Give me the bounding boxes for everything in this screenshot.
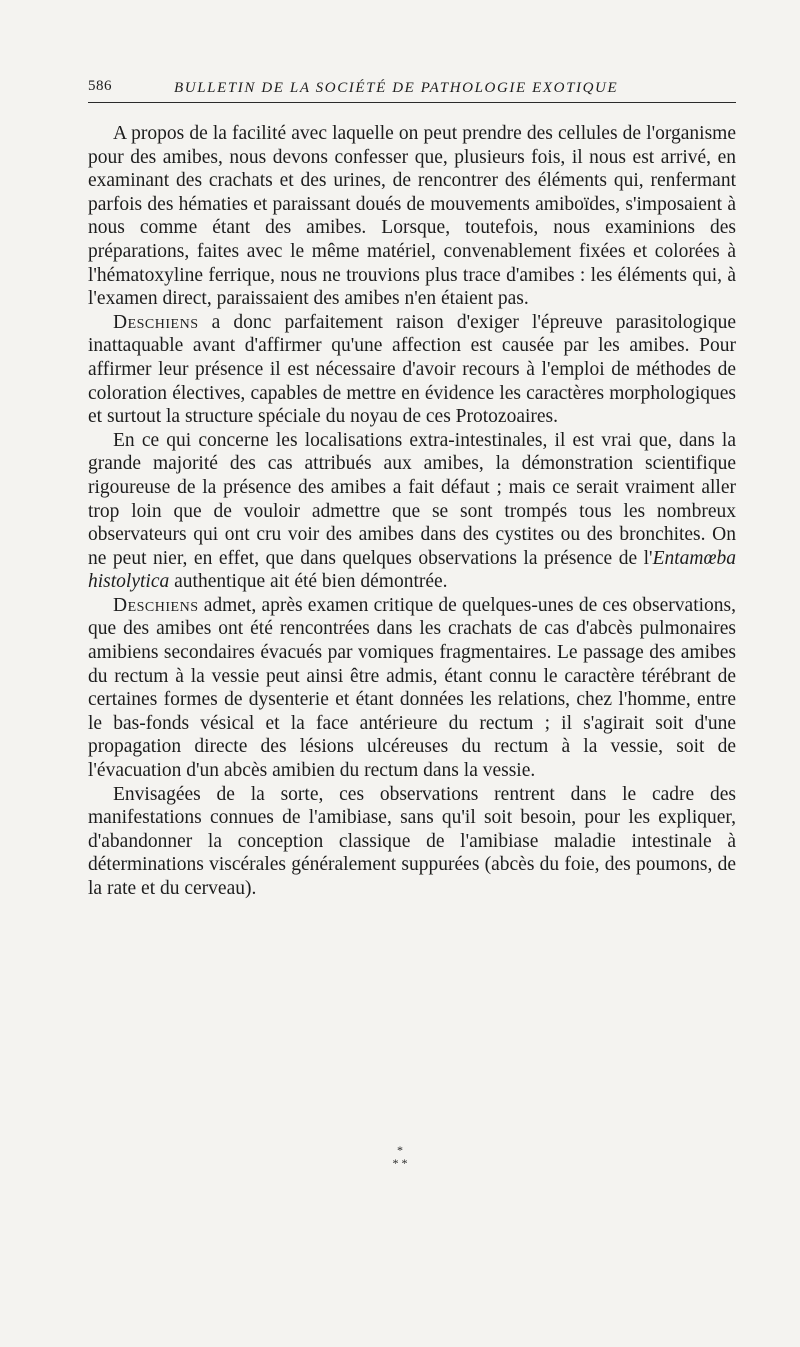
author-name: Deschiens [113, 311, 199, 333]
article-body [88, 122, 736, 901]
author-name: Deschiens [113, 594, 199, 616]
paragraph-text: admet, après examen critique de quelques-unes de ces observations, que des amibes ont été rencontrées dans les crachats de cas d'abcès pulmonaires amibiens secondaires évacués par vomiques fragmentaires. Le passage des amibes du rectum à la vessie peut ainsi être admis, étant connu le caractère térébrant de certaines formes de dysenterie et étant données les relations, chez l'homme, entre le bas-fonds vésical et la face antérieure du rectum ; il s'agirait soit d'une propagation directe des lésions ulcéreuses du rectum à la vessie, soit de l'évacuation d'un abcès amibien du rectum dans la vessie. [88, 594, 736, 782]
page-header [88, 76, 736, 103]
page-number: 586 [88, 78, 112, 94]
paragraph-text: a donc parfaitement raison d'exiger l'épreuve parasitologique inattaquable avant d'affirmer qu'une affection est causée par les amibes. Pour affirmer leur présence il est nécessaire d'avoir recours à l'emploi de méthodes de coloration électives, capables de mettre en évidence les caractères morphologiques et surtout la structure spéciale du noyau de ces Protozoaires. [88, 311, 736, 428]
section-separator [0, 1144, 800, 1170]
paragraph-5 [88, 783, 736, 901]
paragraph-3 [88, 429, 736, 594]
asterism-top: * [397, 1143, 403, 1157]
paragraph-text: Envisagées de la sorte, ces observations rentrent dans le cadre des manifestations connues de l'amibiase, sans qu'il soit besoin, pour les expliquer, d'abandonner la conception classique de l'amibiase maladie intestinale à déterminations viscérales généralement suppurées (abcès du foie, des poumons, de la rate et du cerveau). [88, 783, 736, 899]
paragraph-text-end: authentique ait été bien démontrée. [169, 571, 448, 593]
paragraph-1 [88, 122, 736, 311]
paragraph-text: En ce qui concerne les localisations extra-intestinales, il est vrai que, dans la grande majorité des cas attribués aux amibes, la démonstration scientifique rigoureuse de la présence des amibes a fait défaut ; mais ce serait vraiment aller trop loin que de vouloir admettre que se sont trompés tous les nombreux observateurs qui ont cru voir des amibes dans des cystites ou des bronchites. On ne peut nier, en effet, que dans quelques observations la présence de l' [88, 429, 736, 569]
running-title: BULLETIN DE LA SOCIÉTÉ DE PATHOLOGIE EXOTIQUE [174, 80, 619, 96]
species-name: Entamœba histolytica [88, 547, 736, 593]
paragraph-2 [88, 311, 736, 429]
asterism-bottom: * * [392, 1156, 408, 1170]
paragraph-4 [88, 594, 736, 783]
paragraph-text: A propos de la facilité avec laquelle on peut prendre des cellules de l'organisme pour des amibes, nous devons confesser que, plusieurs fois, il nous est arrivé, en examinant des crachats et des urines, de rencontrer des éléments qui, renfermant parfois des hématies et paraissant doués de mouvements amiboïdes, s'imposaient à nous comme étant des amibes. Lorsque, toutefois, nous examinions des préparations, faites avec le même matériel, convenablement fixées et colorées à l'hématoxyline ferrique, nous ne trouvions plus trace d'amibes : les éléments qui, à l'examen direct, paraissaient des amibes n'en étaient pas. [88, 123, 736, 310]
